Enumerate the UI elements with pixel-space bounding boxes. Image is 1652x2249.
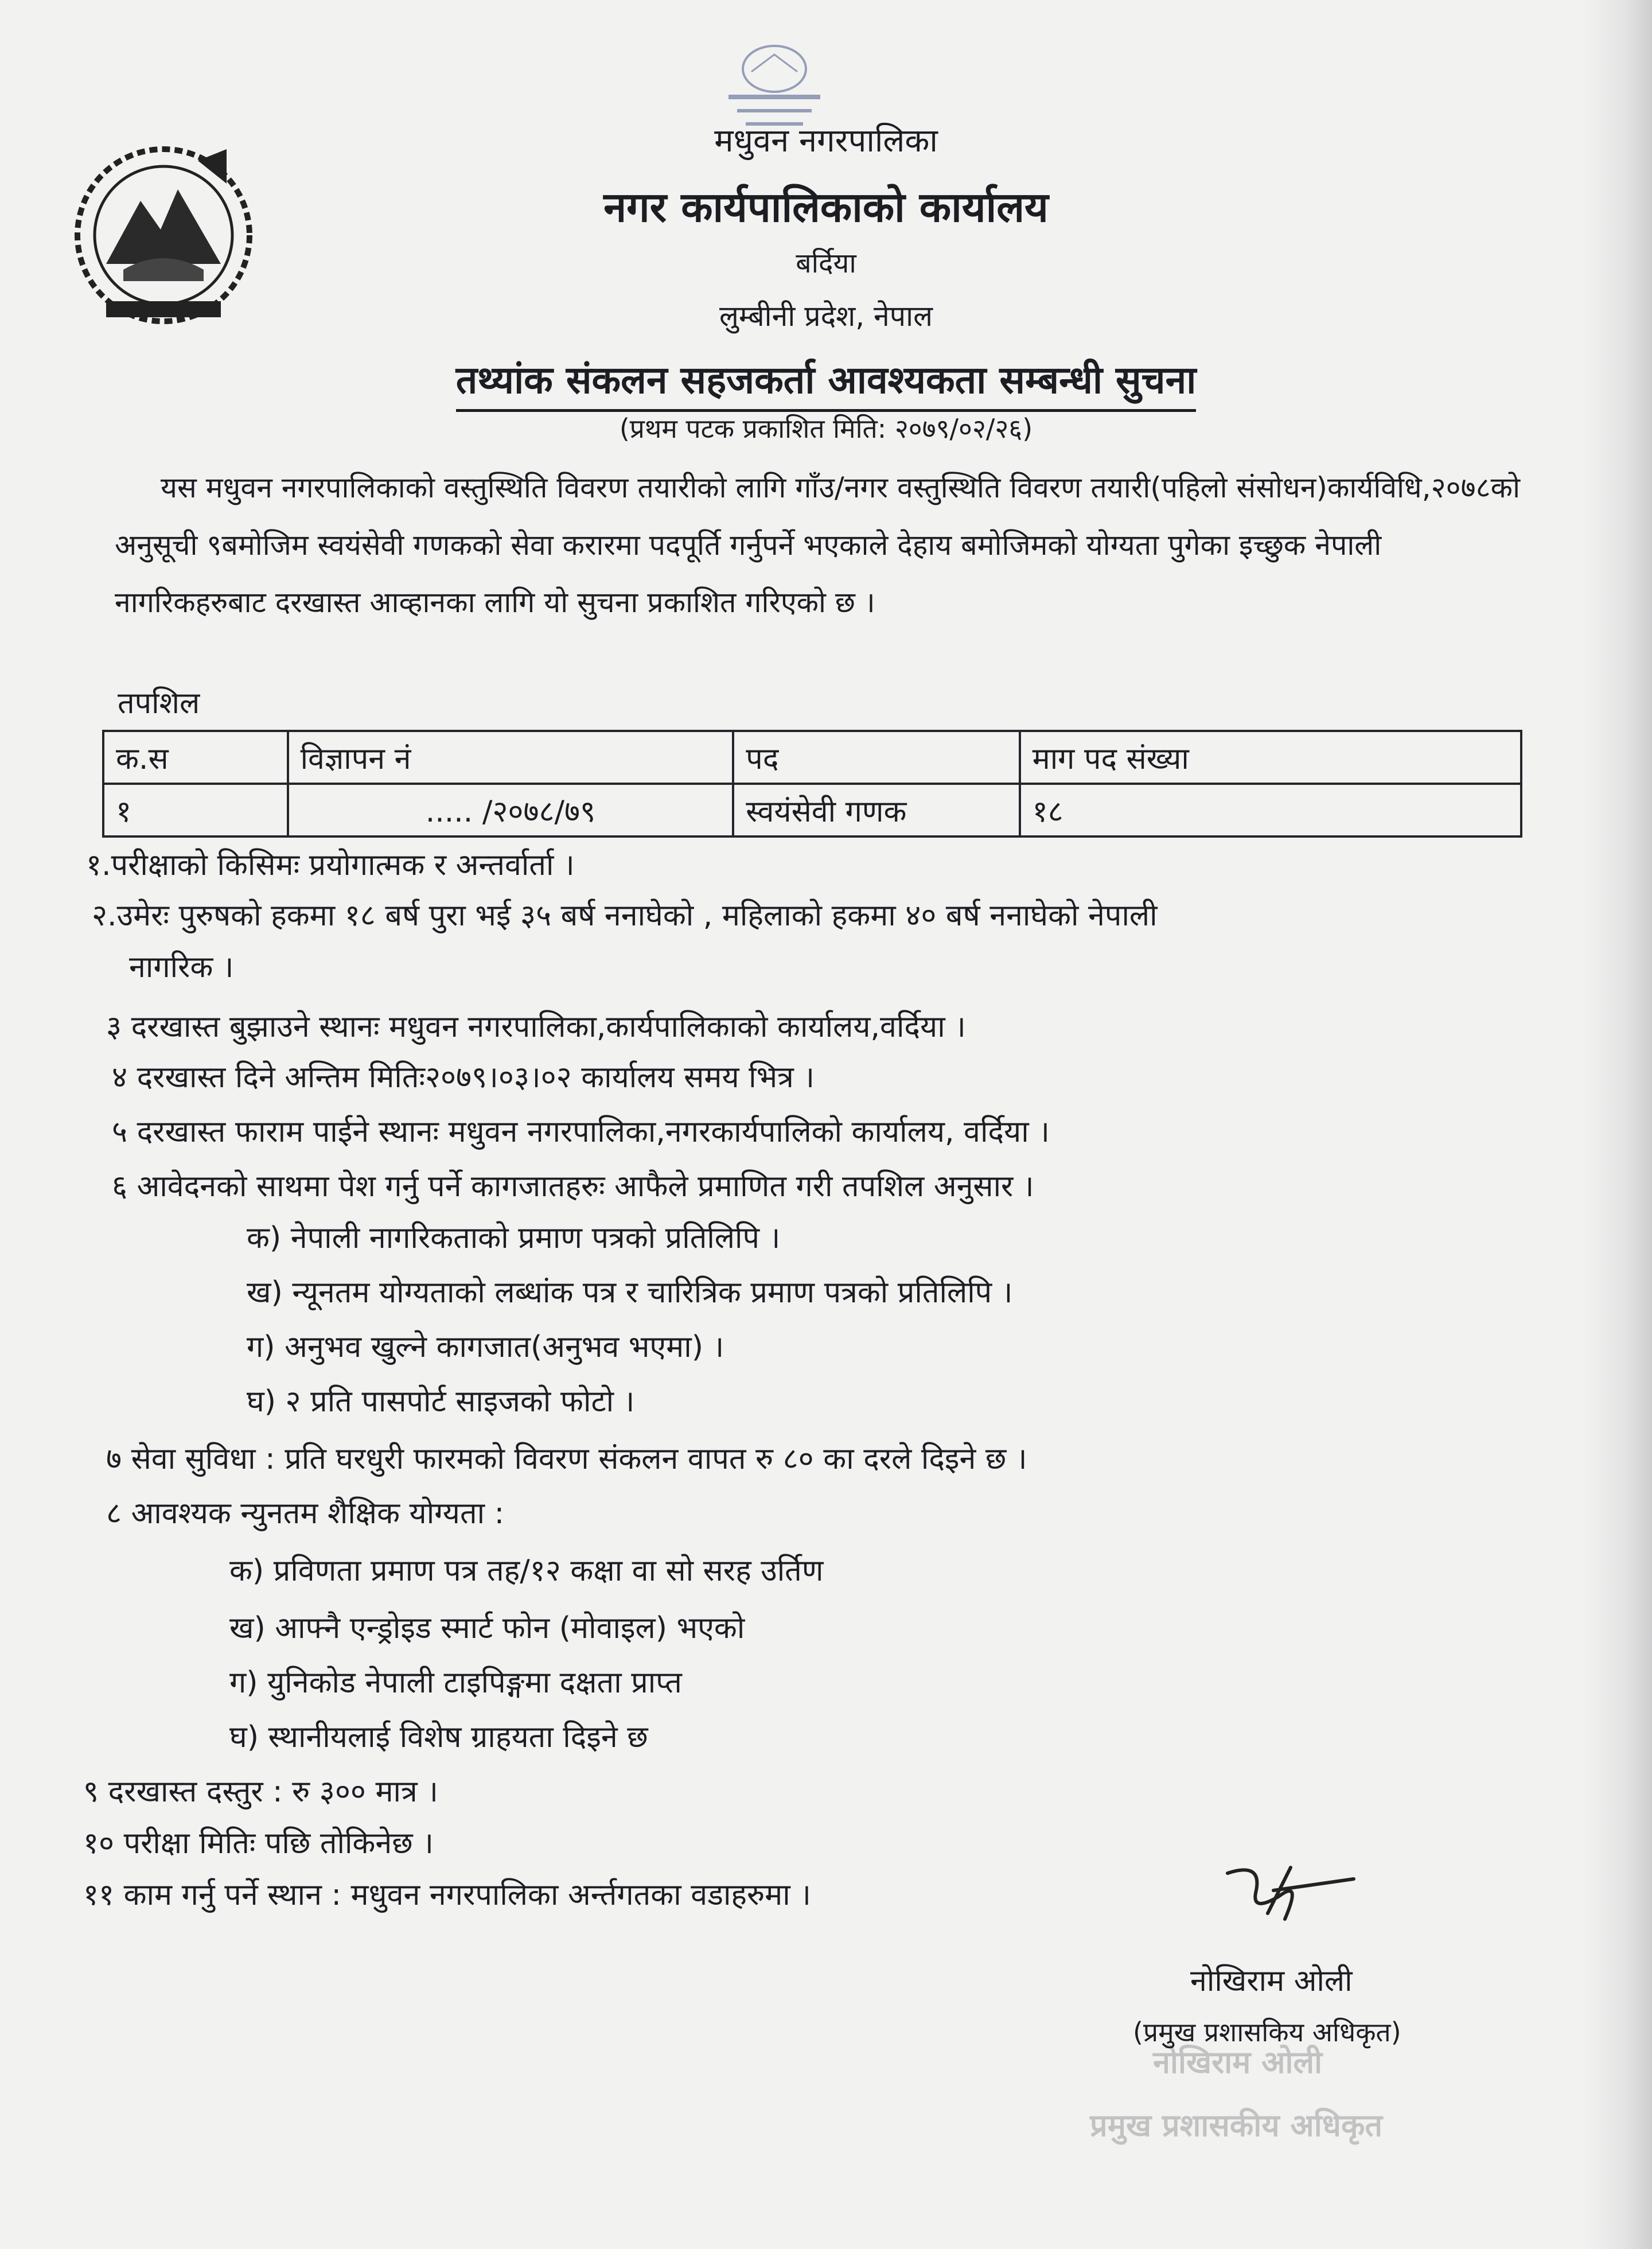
notice-body-text: यस मधुवन नगरपालिकाको वस्तुस्थिति विवरण तयारीको लागि गाँउ/नगर वस्तुस्थिति विवरण तयारी(पहिलो संसोधन)कार्यविधि,२०७८को अनुसूची ९बमोजिम स्वयंसेवी गणकको सेवा करारमा पदपूर्ति गर्नुपर्ने भएकाले देहाय बमोजिमको योग्यता पुगेका इच्छुक नेपाली नागरिकहरुबाट दरखास्त आव्हानका लागि यो सुचना प्रकाशित गरिएको छ । (115, 471, 1521, 619)
cell-sn: १ (103, 784, 288, 836)
doc-photo: घ) २ प्रति पासपोर्ट साइजको फोटो । (247, 1384, 635, 1419)
published-date: (प्रथम पटक प्रकाशित मिति: २०७९/०२/२६) (619, 413, 1033, 444)
item-fee: ९ दरखास्त दस्तुर : रु ३०० मात्र । (83, 1775, 438, 1809)
col-header-sn: क.स (103, 731, 288, 784)
item-age-cont: नागरिक । (129, 950, 234, 985)
table-header-row (103, 731, 1521, 784)
item-work-place: ११ काम गर्नु पर्ने स्थान : मधुवन नगरपालिका अर्न्तगतका वडाहरुमा । (83, 1878, 811, 1912)
item-facility: ७ सेवा सुविधा : प्रति घरधुरी फारमको विवरण संकलन वापत रु ८० का दरले दिइने छ । (106, 1442, 1027, 1476)
doc-citizenship: क) नेपाली नागरिकताको प्रमाण पत्रको प्रतिलिपि । (247, 1221, 781, 1255)
qual-typing: ग) युनिकोड नेपाली टाइपिङ्गमा दक्षता प्राप्त (229, 1666, 682, 1700)
signatory-name: नोखिराम ओली (1190, 1964, 1353, 1998)
item-form-place: ५ दरखास्त फाराम पाईने स्थानः मधुवन नगरपालिका,नगरकार्यपालिको कार्यालय, वर्दिया । (112, 1115, 1050, 1149)
cell-post: स्वयंसेवी गणक (733, 784, 1019, 836)
qual-local-priority: घ) स्थानीयलाई विशेष ग्राहयता दिइने छ (229, 1720, 648, 1754)
table-row (103, 784, 1521, 836)
notice-body (115, 459, 1526, 631)
page-shadow-edge (1583, 0, 1652, 2249)
item-exam-type: १.परीक्षाको किसिमः प्रयोगात्मक र अन्तर्वार्ता । (86, 848, 575, 882)
qual-smartphone: ख) आफ्नै एन्ड्रोइड स्मार्ट फोन (मोवाइल) भएको (229, 1611, 745, 1645)
cell-ad-no: ..... /२०७८/७९ (288, 784, 734, 836)
qual-certificate: क) प्रविणता प्रमाण पत्र तह/१२ कक्षा वा सो सरह उर्तिण (229, 1554, 824, 1588)
office-name: नगर कार्यपालिकाको कार्यालय (603, 183, 1049, 231)
col-header-ad-no: विज्ञापन नं (288, 731, 734, 784)
province-name: लुम्बीनी प्रदेश, नेपाल (719, 299, 933, 333)
item-age: २.उमेरः पुरुषको हकमा १८ बर्ष पुरा भई ३५ बर्ष ननाघेको , महिलाको हकमा ४० बर्ष ननाघेको नेपाली (92, 898, 1158, 933)
item-deadline: ४ दरखास्त दिने अन्तिम मितिः२०७९।०३।०२ कार्यालय समय भित्र । (112, 1060, 815, 1095)
stamp-designation: प्रमुख प्रशासकीय अधिकृत (1090, 2107, 1383, 2143)
col-header-demand: माग पद संख्या (1020, 731, 1521, 784)
schedule-label: तपशिल (118, 686, 200, 721)
doc-experience: ग) अनुभव खुल्ने कागजात(अनुभव भएमा) । (247, 1330, 724, 1364)
handwritten-signature (1216, 1856, 1365, 1942)
item-submission-place: ३ दरखास्त बुझाउने स्थानः मधुवन नगरपालिका,कार्यपालिकाको कार्यालय,वर्दिया । (106, 1010, 966, 1044)
col-header-post: पद (733, 731, 1019, 784)
item-exam-date: १० परीक्षा मितिः पछि तोकिनेछ । (83, 1826, 434, 1861)
official-stamp (1067, 2040, 1434, 2172)
municipality-name: मधुवन नगरपालिका (714, 122, 938, 159)
item-qualification: ८ आवश्यक न्युनतम शैक्षिक योग्यता : (106, 1496, 505, 1531)
notice-title: तथ्यांक संकलन सहजकर्ता आवश्यकता सम्बन्धी सुचना (456, 353, 1197, 412)
cell-demand: १८ (1020, 784, 1521, 836)
signatory-designation: (प्रमुख प्रशासकिय अधिकृत) (1133, 2017, 1401, 2048)
district-name: बर्दिया (796, 247, 856, 279)
schedule-table (102, 730, 1522, 838)
item-documents: ६ आवेदनको साथमा पेश गर्नु पर्ने कागजातहरुः आफैले प्रमाणित गरी तपशिल अनुसार । (112, 1169, 1034, 1204)
stamp-name: नोखिराम ओली (1153, 2044, 1323, 2080)
doc-marksheet: ख) न्यूनतम योग्यताको लब्धांक पत्र र चारित्रिक प्रमाण पत्रको प्रतिलिपि । (247, 1275, 1013, 1310)
